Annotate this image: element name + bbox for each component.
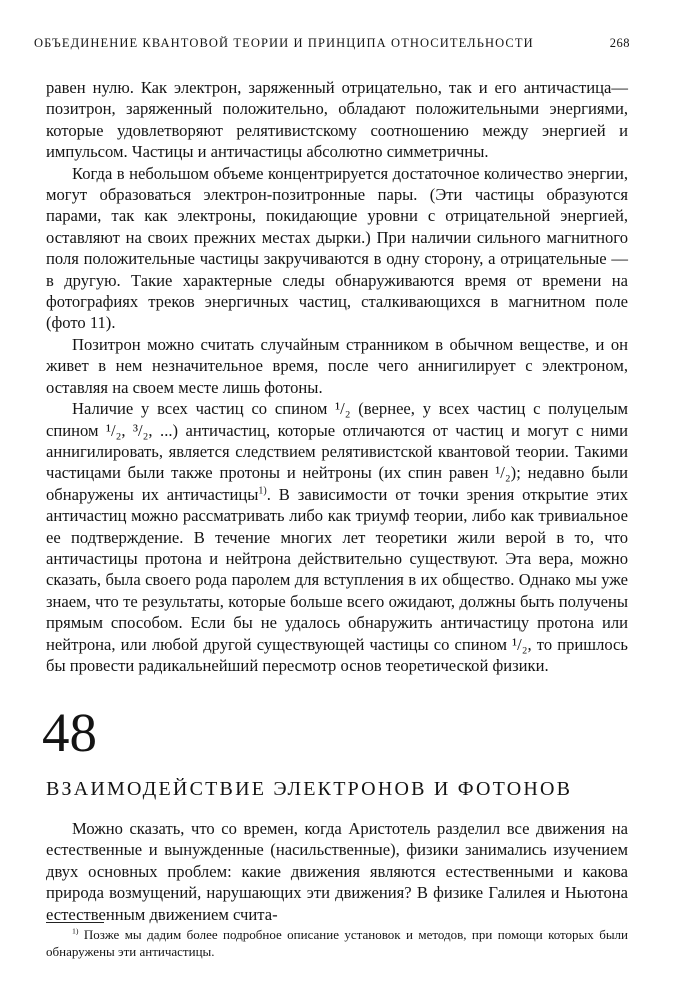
footnote-marker: 1) bbox=[72, 926, 79, 936]
footnote-text: Позже мы дадим более подробное описание установок и методов, при помощи которых были обнаружены эти античастицы. bbox=[46, 927, 628, 959]
chapter-title: ВЗАИМОДЕЙСТВИЕ ЭЛЕКТРОНОВ И ФОТОНОВ bbox=[46, 778, 573, 800]
paragraph: Когда в небольшом объеме концентрируется достаточное количество энергии, могут образоваться электрон-позитронные пары. (Эти частицы образуются парами, так как электроны, покидающие уровни с отрицательной энергией, оставляют на своих прежних местах дырки.) При наличии сильного магнитного поля положительные частицы закручиваются в одну сторону, а отрицательные — в другую. Такие характерные следы обнаруживаются время от времени на фотографиях треков энергичных частиц, сталкивающихся в магнитном поле (фото 11). bbox=[46, 163, 628, 333]
footnote bbox=[46, 926, 628, 960]
paragraph: равен нулю. Как электрон, заряженный отрицательно, так и его античастица— позитрон, заряженный положительно, обладают положительными энергиями, которые удовлетворяют релятивистскому соотношению между энергией и импульсом. Частицы и античастицы абсолютно симметричны. bbox=[46, 78, 628, 162]
fraction: ¹/₂ bbox=[495, 463, 511, 483]
fraction: ¹/₂ bbox=[335, 399, 351, 419]
text-run: (вернее, у всех частиц с полуцелым спином bbox=[46, 399, 628, 440]
text-run: Наличие у всех частиц со спином bbox=[72, 399, 336, 419]
chapter-number: 48 bbox=[42, 702, 97, 763]
paragraph: Можно сказать, что со времен, когда Аристотель разделил все движения на естественные и вынужденные (насильственные), физики занимались изучением двух основных проблем: какие движения являются естественными и какова природа возмущений, нарушающих эти движения? В физике Галилея и Ньютона естественным движением счита- bbox=[46, 819, 628, 924]
text-run: , то пришлось бы провести радикальнейший пересмотр основ теоретической физики. bbox=[46, 634, 628, 675]
text-run: ) античастиц, которые отличаются от частиц и могут с ними аннигилировать, является следствием релятивистской квантовой теории. Такими частицами были также протоны и нейтроны (их спин равен bbox=[46, 420, 628, 483]
fraction: ¹/₂ bbox=[512, 634, 528, 654]
main-text bbox=[46, 77, 628, 676]
page-number: 268 bbox=[609, 36, 630, 50]
fraction-list: ¹/₂, ³/₂, ... bbox=[106, 420, 173, 440]
paragraph bbox=[46, 398, 628, 676]
text-run: . В зависимости от точки зрения открытие этих античастиц можно рассматривать либо как триумф теории, либо как тривиальное ее подтверждение. В течение многих лет теоретики жили верой в то, что античастицы протона и нейтрона действительно существуют. Эта вера, можно сказать, была своего рода паролем для вступления в их общество. Однако мы уже знаем, что те результаты, которые больше всего ожидают, должны быть получены прямым способом. Если бы не удалось обнаружить античастицу протона или нейтрона, или любой другой существующей частицы со спином bbox=[46, 484, 628, 654]
text-run: ); недавно были обнаружены их античастицы bbox=[46, 463, 628, 504]
running-title: ОБЪЕДИНЕНИЕ КВАНТОВОЙ ТЕОРИИ И ПРИНЦИПА ОТНОСИТЕЛЬНОСТИ bbox=[34, 36, 534, 50]
footnote-divider bbox=[46, 922, 104, 923]
chapter-text bbox=[46, 818, 628, 925]
footnote-ref[interactable]: 1) bbox=[258, 485, 267, 497]
paragraph: Позитрон можно считать случайным странником в обычном веществе, и он живет в нем незначительное время, после чего аннигилирует с электроном, оставляя на своем месте лишь фотоны. bbox=[46, 334, 628, 397]
